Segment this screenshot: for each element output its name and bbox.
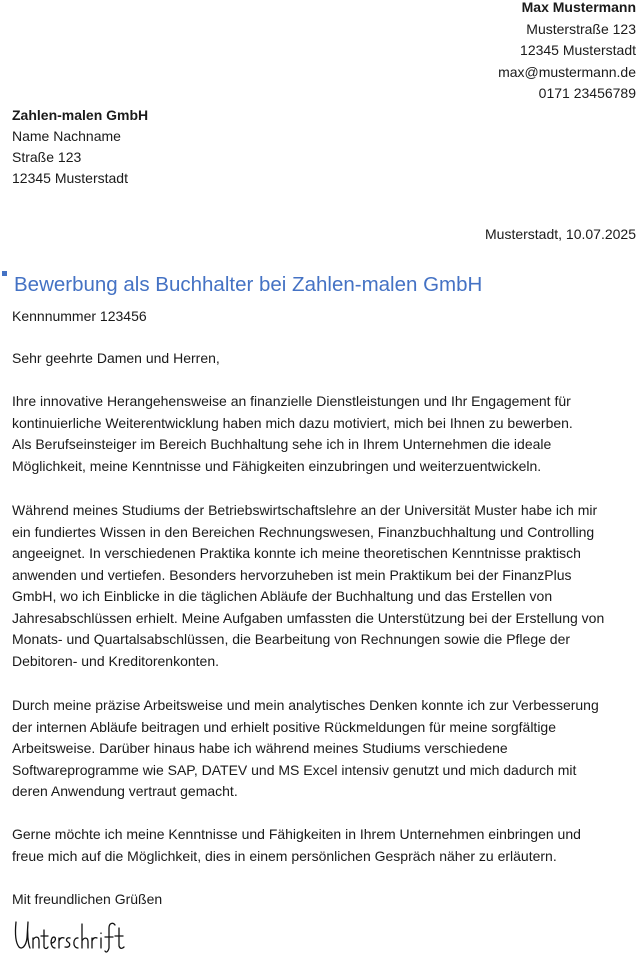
letter-subject: Bewerbung als Buchhalter bei Zahlen-malen GmbH bbox=[14, 273, 483, 296]
recipient-street: Straße 123 bbox=[12, 149, 82, 165]
recipient-company: Zahlen-malen GmbH bbox=[12, 107, 149, 123]
paragraph-line: Durch meine präzise Arbeitsweise und mein analytisches Denken konnte ich zur Verbesserung bbox=[12, 697, 599, 713]
sender-address bbox=[498, 0, 636, 105]
paragraph-line: deren Anwendung vertraut gemacht. bbox=[12, 783, 238, 799]
paragraph-line: Möglichkeit, meine Kenntnisse und Fähigkeiten einzubringen und weiterzuentwickeln. bbox=[12, 457, 542, 474]
paragraph-line: freue mich auf die Möglichkeit, dies in einem persönlichen Gespräch näher zu erläutern. bbox=[12, 847, 557, 864]
recipient-address bbox=[12, 105, 148, 189]
paragraph-line: Während meines Studiums der Betriebswirtschaftslehre an der Universität Muster habe ich mir bbox=[12, 502, 598, 518]
paragraph-line: der internen Abläufe beitragen und erhielt positive Rückmeldungen für meine sorgfältige bbox=[12, 718, 557, 735]
body-paragraph-1 bbox=[12, 391, 638, 477]
sender-street: Musterstraße 123 bbox=[526, 20, 636, 37]
paragraph-line: Arbeitsweise. Darüber hinaus habe ich während meines Studiums verschiedene bbox=[12, 740, 508, 756]
body-paragraph-2 bbox=[12, 500, 638, 672]
sender-name: Max Mustermann bbox=[521, 0, 636, 15]
paragraph-line: Monats- und Quartalsabschlüssen, die Bearbeitung von Rechnungen sowie die Pflege der bbox=[12, 631, 571, 647]
paragraph-line: Als Berufseinsteiger im Bereich Buchhaltung sehe ich in Ihrem Unternehmen die ideale bbox=[12, 436, 552, 452]
paragraph-line: Debitoren- und Kreditorenkonten. bbox=[12, 652, 220, 669]
paragraph-line: Gerne möchte ich meine Kenntnisse und Fähigkeiten in Ihrem Unternehmen einbringen und bbox=[12, 826, 581, 842]
paragraph-line: GmbH, wo ich Einblicke in die täglichen Abläufe der Buchhaltung und das Erstellen von bbox=[12, 588, 553, 604]
heading-marker bbox=[2, 271, 7, 276]
paragraph-line: Ihre innovative Herangehensweise an finanzielle Dienstleistungen und Ihr Engagement für bbox=[12, 393, 571, 409]
sender-city: 12345 Musterstadt bbox=[520, 42, 636, 58]
closing-phrase: Mit freundlichen Grüßen bbox=[12, 891, 163, 907]
sender-phone: 0171 23456789 bbox=[538, 85, 636, 101]
paragraph-line: Softwareprogramme wie SAP, DATEV und MS Excel intensiv genutzt und mich dadurch mit bbox=[12, 761, 577, 778]
recipient-contact: Name Nachname bbox=[12, 128, 121, 144]
paragraph-line: ein fundiertes Wissen in den Bereichen Rechnungswesen, Finanzbuchhaltung und Controlling bbox=[12, 523, 595, 540]
salutation: Sehr geehrte Damen und Herren, bbox=[12, 350, 220, 366]
paragraph-line: Jahresabschlüssen erhielt. Meine Aufgaben umfassten die Unterstützung bei der Erstellung von bbox=[12, 609, 605, 626]
sender-email: max@mustermann.de bbox=[498, 63, 636, 80]
paragraph-line: angeeignet. In verschiedenen Praktika konnte ich meine theoretischen Kenntnisse praktisch bbox=[12, 545, 581, 561]
body-paragraph-3 bbox=[12, 695, 638, 803]
reference-number: Kennnummer 123456 bbox=[12, 308, 147, 324]
paragraph-line: anwenden und vertiefen. Besonders hervorzuheben ist mein Praktikum bei der FinanzPlus bbox=[12, 566, 572, 583]
body-paragraph-4 bbox=[12, 824, 638, 867]
paragraph-line: kontinuierliche Weiterentwicklung haben mich dazu motiviert, mich bei Ihnen zu bewerben. bbox=[12, 414, 573, 431]
letter-date: Musterstadt, 10.07.2025 bbox=[485, 226, 636, 242]
recipient-city: 12345 Musterstadt bbox=[12, 170, 128, 186]
handwritten-signature bbox=[12, 916, 132, 954]
